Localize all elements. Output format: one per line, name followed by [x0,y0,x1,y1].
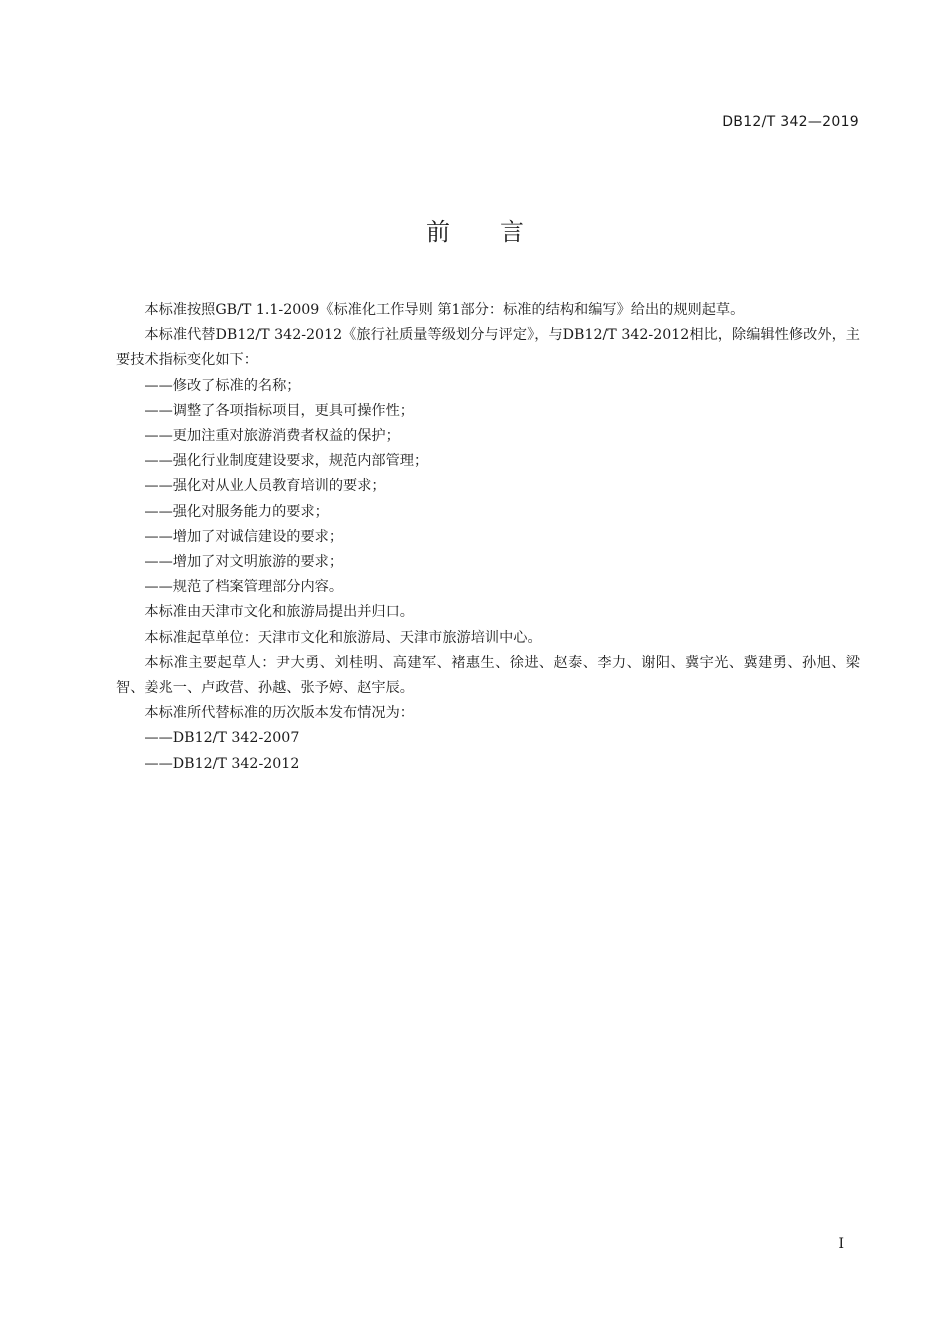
document-code: DB12/T 342—2019 [722,114,859,130]
list-item: ——强化对从业人员教育培训的要求； [144,478,386,495]
list-item: ——增加了对文明旅游的要求； [144,554,344,571]
section-title: 前言 [426,218,574,246]
foreword-body [116,298,860,777]
list-item: ——DB12/T 342-2012 [144,755,300,772]
list-item: ——增加了对诚信建设的要求； [144,528,344,545]
list-item: ——DB12/T 342-2007 [144,730,300,747]
list-item: ——规范了档案管理部分内容。 [144,579,344,596]
list-item: ——更加注重对旅游消费者权益的保护； [144,428,400,445]
paragraph: 本标准按照GB/T 1.1-2009《标准化工作导则 第1部分：标准的结构和编写》给出的规则起草。 [144,302,745,318]
list-item: ——强化对服务能力的要求； [144,503,329,520]
paragraph: 本标准由天津市文化和旅游局提出并归口。 [144,604,414,621]
list-item: ——强化行业制度建设要求，规范内部管理； [144,453,429,470]
list-item: ——调整了各项指标项目，更具可操作性； [144,402,414,419]
list-item: ——修改了标准的名称； [144,377,301,394]
paragraph: 本标准主要起草人：尹大勇、刘桂明、高建军、褚惠生、徐进、赵泰、李力、谢阳、冀宇光、冀建勇、孙旭、梁智、姜兆一、卢政营、孙越、张予婷、赵宇辰。 [116,654,860,697]
page-number: I [838,1236,844,1252]
paragraph: 本标准起草单位：天津市文化和旅游局、天津市旅游培训中心。 [144,629,542,646]
paragraph: 本标准代替DB12/T 342-2012《旅行社质量等级划分与评定》，与DB12/T 342-2012相比，除编辑性修改外，主要技术指标变化如下： [116,327,860,369]
paragraph: 本标准所代替标准的历次版本发布情况为： [144,705,414,722]
